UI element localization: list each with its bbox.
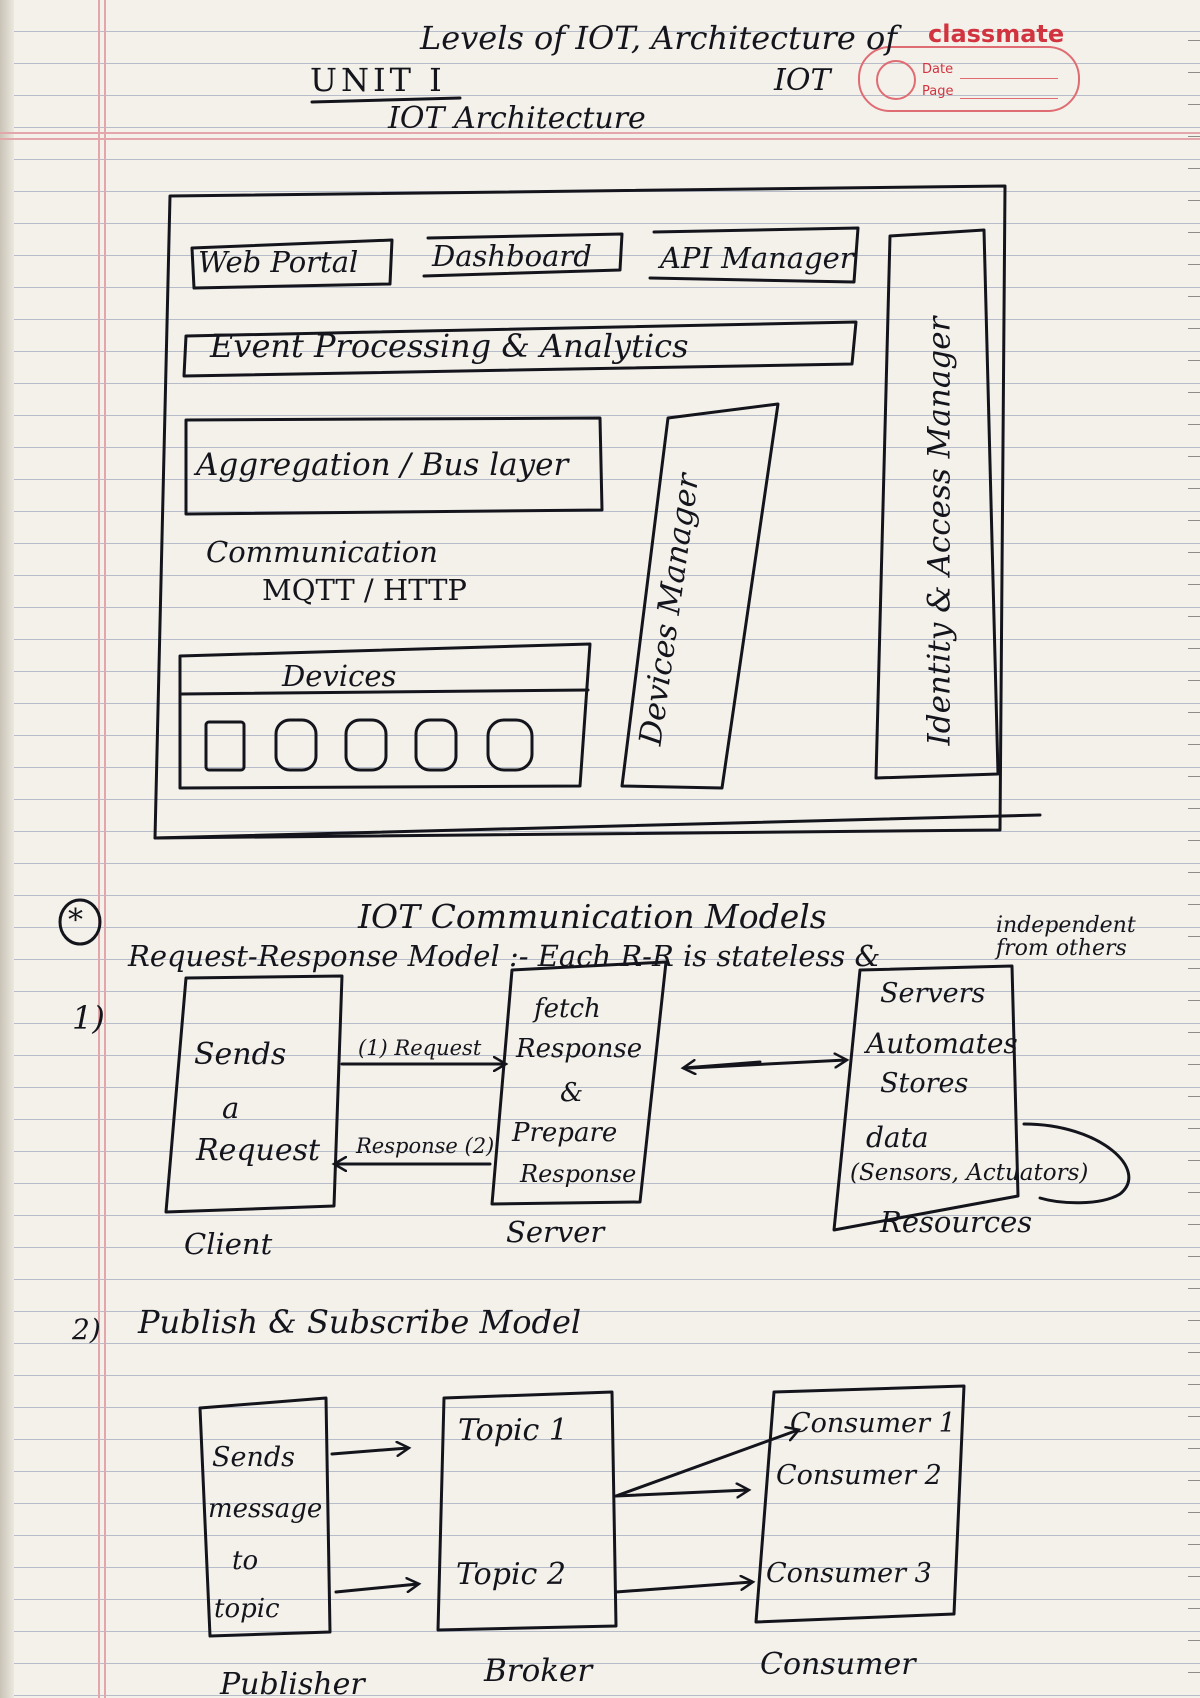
edge-tick <box>1188 1608 1200 1609</box>
response-arrow-label: Response (2) <box>356 1134 495 1158</box>
request-response-title: Request-Response Model :- Each R-R is stateless & <box>128 939 881 973</box>
edge-tick <box>1188 1320 1200 1321</box>
publisher-topic1-arrow <box>332 1448 408 1454</box>
edge-tick <box>1188 1448 1200 1449</box>
client-box-line-3: Request <box>196 1133 321 1168</box>
publish-subscribe-title: Publish & Subscribe Model <box>138 1303 582 1341</box>
edge-tick <box>1188 680 1200 681</box>
edge-tick <box>1188 104 1200 105</box>
client-label: Client <box>184 1227 273 1261</box>
edge-tick <box>1188 1384 1200 1385</box>
page-label: Page <box>922 84 954 99</box>
edge-tick <box>1188 712 1200 713</box>
resources-box-line-3: Stores <box>880 1068 969 1099</box>
edge-tick <box>1188 1672 1200 1673</box>
server-box-line-1: fetch <box>534 994 601 1024</box>
notebook-brand: classmate <box>928 20 1065 48</box>
edge-tick <box>1188 424 1200 425</box>
edge-tick <box>1188 872 1200 873</box>
edge-tick <box>1188 40 1200 41</box>
device-3-icon <box>346 720 386 770</box>
edge-tick <box>1188 968 1200 969</box>
api-manager-label: API Manager <box>660 241 854 275</box>
topic2-consumer3-arrow <box>616 1582 752 1592</box>
consumer-3-label: Consumer 3 <box>766 1558 932 1589</box>
topic1-consumer2-arrow <box>616 1490 748 1496</box>
edge-tick <box>1188 200 1200 201</box>
resources-box-line-5: (Sensors, Actuators) <box>850 1160 1089 1186</box>
resources-label: Resources <box>880 1205 1033 1239</box>
edge-tick <box>1188 360 1200 361</box>
edge-tick <box>1188 744 1200 745</box>
edge-tick <box>1188 1224 1200 1225</box>
edge-tick <box>1188 904 1200 905</box>
publisher-box-line-2: message <box>208 1494 323 1524</box>
edge-tick <box>1188 264 1200 265</box>
publish-subscribe-number: 2) <box>72 1313 101 1346</box>
edge-tick <box>1188 1128 1200 1129</box>
edge-tick <box>1188 1160 1200 1161</box>
edge-tick <box>1188 1192 1200 1193</box>
client-box <box>166 976 342 1212</box>
edge-tick <box>1188 296 1200 297</box>
edge-tick <box>1188 520 1200 521</box>
device-1-icon <box>206 722 244 770</box>
devices-manager-label: Devices Manager <box>632 471 707 748</box>
broker-topic-2: Topic 2 <box>456 1557 566 1592</box>
identity-manager-label: Identity & Access Manager <box>921 316 958 746</box>
edge-tick <box>1188 72 1200 73</box>
event-processing-label: Event Processing & Analytics <box>210 327 689 365</box>
edge-tick <box>1188 840 1200 841</box>
server-label: Server <box>506 1215 605 1249</box>
edge-tick <box>1188 584 1200 585</box>
star-mark: * <box>68 903 83 938</box>
communication-label: Communication <box>206 535 438 569</box>
publisher-box-line-1: Sends <box>212 1442 296 1473</box>
server-box-line-2: Response <box>516 1034 643 1064</box>
topic-line-1: Levels of IOT, Architecture of <box>420 19 898 57</box>
date-label: Date <box>922 62 954 77</box>
publisher-label: Publisher <box>220 1667 365 1698</box>
unit-underline <box>312 98 460 102</box>
edge-tick <box>1188 1544 1200 1545</box>
models-heading: IOT Communication Models <box>358 897 827 936</box>
server-box-line-5: Response <box>520 1160 637 1188</box>
resources-box-line-2: Automates <box>866 1027 1018 1060</box>
edge-tick <box>1188 136 1200 137</box>
edge-tick <box>1188 1640 1200 1641</box>
device-5-icon <box>488 720 532 770</box>
client-box-line-1: Sends <box>194 1037 287 1072</box>
edge-tick <box>1188 328 1200 329</box>
publisher-box-line-3: to <box>232 1546 259 1576</box>
request-arrow-label: (1) Request <box>358 1036 482 1060</box>
devices-label: Devices <box>282 659 397 693</box>
page-title: IOT Architecture <box>388 101 646 136</box>
consumer-label: Consumer <box>760 1647 916 1682</box>
device-2-icon <box>276 720 316 770</box>
edge-tick <box>1188 1416 1200 1417</box>
edge-tick <box>1188 456 1200 457</box>
consumer-2-label: Consumer 2 <box>776 1460 942 1491</box>
request-response-number: 1) <box>72 999 105 1037</box>
request-response-note: independent from others <box>996 913 1136 962</box>
broker-label: Broker <box>484 1653 593 1689</box>
resources-box-line-1: Servers <box>880 978 986 1009</box>
edge-tick <box>1188 616 1200 617</box>
edge-tick <box>1188 936 1200 937</box>
edge-tick <box>1188 1576 1200 1577</box>
edge-tick <box>1188 1352 1200 1353</box>
edge-tick <box>1188 1064 1200 1065</box>
edge-tick <box>1188 808 1200 809</box>
publisher-box-line-4: topic <box>214 1594 280 1624</box>
edge-tick <box>1188 648 1200 649</box>
edge-tick <box>1188 1288 1200 1289</box>
broker-topic-1: Topic 1 <box>458 1413 568 1448</box>
topic-line-2: IOT <box>774 63 831 98</box>
edge-tick <box>1188 488 1200 489</box>
dashboard-label: Dashboard <box>432 239 592 273</box>
client-box-line-2: a <box>222 1091 240 1125</box>
server-box-line-4: Prepare <box>512 1118 618 1148</box>
edge-tick <box>1188 1480 1200 1481</box>
aggregation-label: Aggregation / Bus layer <box>196 447 569 483</box>
unit-label: UNIT I <box>310 61 446 99</box>
edge-tick <box>1188 1256 1200 1257</box>
topic1-consumer1-arrow <box>616 1430 798 1496</box>
consumer-1-label: Consumer 1 <box>790 1408 956 1439</box>
publisher-topic2-arrow <box>336 1584 418 1592</box>
edge-tick <box>1188 776 1200 777</box>
resources-box-line-4: data <box>866 1121 929 1154</box>
edge-tick <box>1188 232 1200 233</box>
edge-tick <box>1188 392 1200 393</box>
protocols-label: MQTT / HTTP <box>262 573 467 607</box>
edge-tick <box>1188 168 1200 169</box>
server-box-line-3: & <box>560 1078 584 1108</box>
device-4-icon <box>416 720 456 770</box>
edge-tick <box>1188 1096 1200 1097</box>
edge-tick <box>1188 1512 1200 1513</box>
edge-tick <box>1188 552 1200 553</box>
web-portal-label: Web Portal <box>198 245 359 279</box>
edge-tick <box>1188 1000 1200 1001</box>
edge-tick <box>1188 1032 1200 1033</box>
